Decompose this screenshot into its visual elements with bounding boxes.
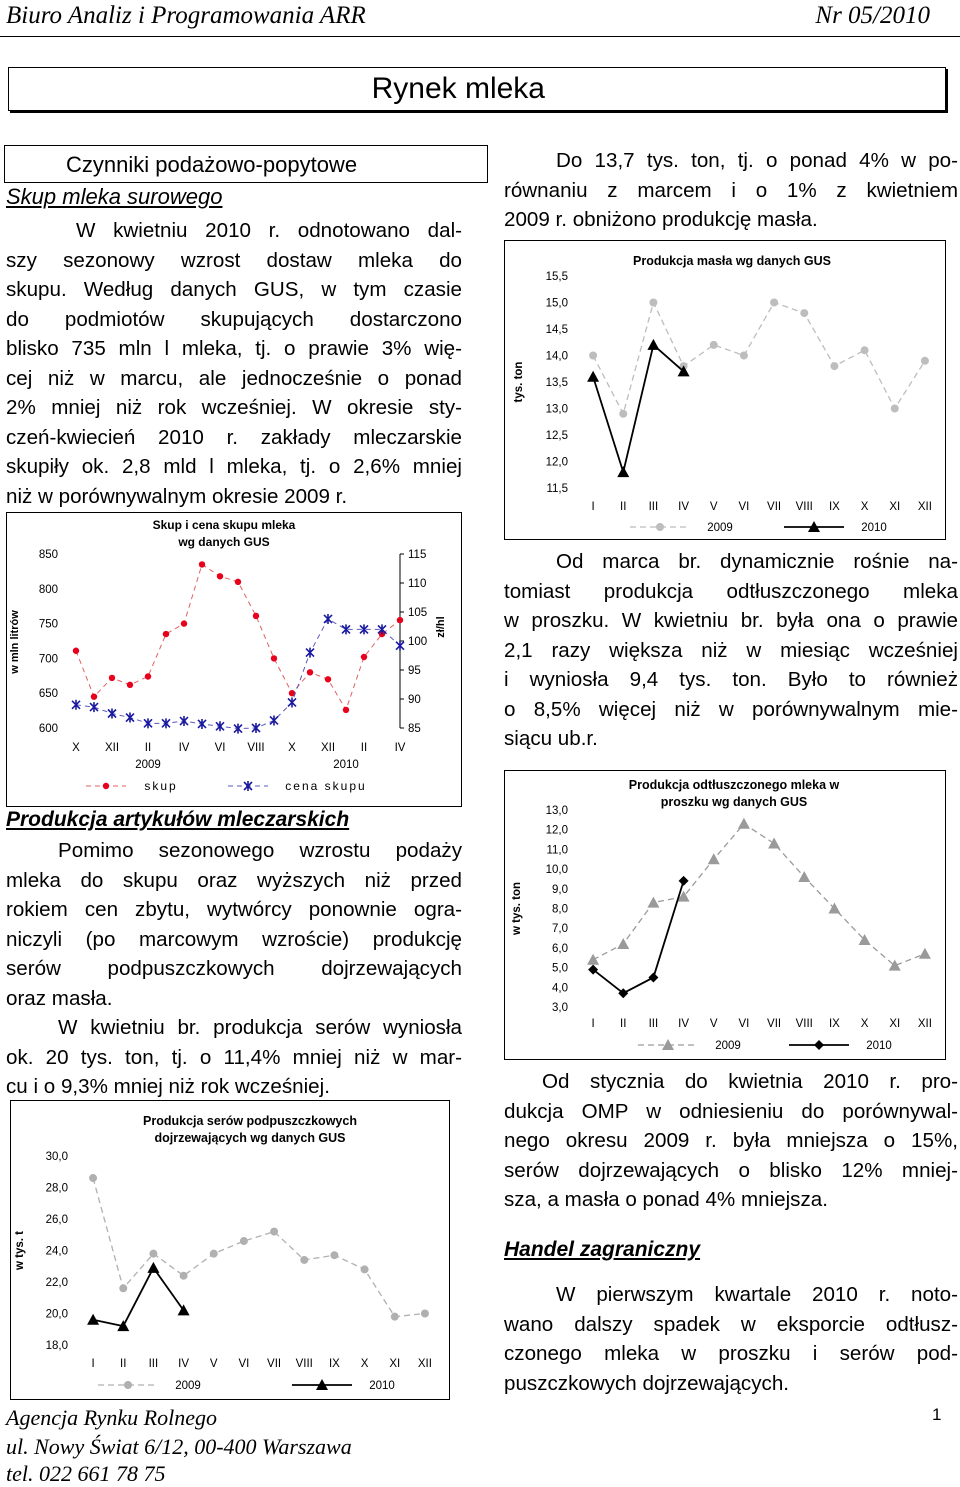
year-label: 2009 bbox=[135, 759, 161, 771]
series-2009-point bbox=[119, 1284, 127, 1292]
series-skup-point bbox=[361, 654, 367, 660]
x-tick-label: IV bbox=[678, 501, 690, 513]
y-tick-label: 850 bbox=[38, 549, 58, 561]
y-tick-label: 9,0 bbox=[552, 883, 568, 896]
text-line: mleka do skupu oraz wyższych niż przed bbox=[6, 868, 462, 892]
chart-title: Produkcja odtłuszczonego mleka w bbox=[628, 778, 840, 792]
x-tick-label: IV bbox=[678, 1018, 690, 1030]
text-line: szy sezonowy wzrost dostaw mleka do bbox=[6, 248, 462, 272]
text-line: 2,1 razy większa niż w miesiąc wcześniej bbox=[504, 638, 958, 662]
series-2009-point bbox=[240, 1237, 248, 1245]
y-tick-label: 13,0 bbox=[545, 805, 568, 817]
right-paragraph-2 bbox=[504, 547, 958, 754]
text-line: o 8,5% więcej niż w porównywalnym mie- bbox=[504, 697, 958, 721]
left-paragraph-2 bbox=[6, 836, 462, 1013]
x-tick-label: II bbox=[620, 501, 627, 513]
y2-tick-label: 115 bbox=[408, 549, 427, 561]
x-tick-label: IX bbox=[828, 501, 840, 513]
series-2009-point bbox=[710, 341, 718, 349]
x-tick-label: X bbox=[288, 742, 296, 754]
y-tick-label: 10,0 bbox=[545, 864, 568, 877]
text-line: Od marca br. dynamicznie rośnie na- bbox=[556, 550, 958, 573]
legend-2009-marker bbox=[124, 1381, 132, 1389]
y-axis-label: w tys. t bbox=[14, 1231, 26, 1270]
x-tick-label: VIII bbox=[795, 501, 813, 513]
x-tick-label: IV bbox=[394, 742, 406, 754]
y-tick-label: 12,0 bbox=[545, 824, 568, 837]
y2-tick-label: 95 bbox=[408, 665, 421, 677]
legend-2010-label: 2010 bbox=[369, 1380, 395, 1392]
x-tick-label: II bbox=[120, 1358, 127, 1370]
y-axis-label: tys. ton bbox=[513, 361, 525, 403]
y-tick-label: 26,0 bbox=[45, 1214, 68, 1226]
x-tick-label: XII bbox=[917, 501, 932, 513]
chart-title: dojrzewających wg danych GUS bbox=[154, 1131, 346, 1145]
y-tick-label: 700 bbox=[38, 653, 58, 666]
text-line: niż w porównywalnym okresie 2009 r. bbox=[6, 484, 348, 508]
legend-2009-marker bbox=[656, 523, 664, 531]
series-2009-point bbox=[270, 1228, 278, 1236]
page-title: Rynek mleka bbox=[371, 72, 545, 105]
y-tick-label: 5,0 bbox=[552, 962, 568, 975]
series-2009-point bbox=[619, 410, 627, 418]
x-tick-label: XII bbox=[320, 742, 336, 754]
y-axis-label: w tys. ton bbox=[511, 881, 523, 936]
series-2009-point bbox=[589, 352, 597, 360]
x-tick-label: I bbox=[91, 1358, 95, 1370]
series-2009-point bbox=[180, 1272, 188, 1280]
series-2009-point bbox=[330, 1251, 338, 1259]
series-2009-point bbox=[770, 299, 778, 307]
y-tick-label: 18,0 bbox=[45, 1340, 68, 1352]
y-tick-label: 15,5 bbox=[545, 271, 568, 283]
text-line: Od stycznia do kwietnia 2010 r. pro- bbox=[542, 1070, 958, 1093]
text-line: skupiły ok. 2,8 mld l mleka, tj. o 2,6% mniej bbox=[6, 455, 462, 478]
x-tick-label: XII bbox=[417, 1358, 432, 1370]
series-2009-point bbox=[861, 346, 869, 354]
series-2009-point bbox=[891, 405, 899, 413]
chart-frame bbox=[11, 1101, 450, 1400]
chart-maslo bbox=[504, 240, 946, 545]
x-tick-label: XI bbox=[889, 1018, 901, 1030]
text-line: W pierwszym kwartale 2010 r. noto- bbox=[556, 1283, 958, 1306]
right-paragraph-1 bbox=[504, 146, 958, 235]
series-2009-point bbox=[421, 1310, 429, 1318]
chart-maslo-svg bbox=[504, 240, 946, 540]
chart-frame bbox=[505, 241, 946, 540]
legend-2010-label: 2010 bbox=[866, 1040, 892, 1052]
footer-phone: tel. 022 661 78 75 bbox=[6, 1461, 166, 1486]
chart-title: wg danych GUS bbox=[178, 535, 270, 549]
text-line: blisko 735 mln l mleka, tj. o prawie 3% wię- bbox=[6, 337, 462, 360]
series-2009-point bbox=[210, 1250, 218, 1258]
x-tick-label: II bbox=[144, 742, 152, 754]
x-tick-label: III bbox=[648, 1018, 659, 1030]
x-tick-label: II bbox=[620, 1018, 627, 1030]
text-line: równaniu z marcem i o 1% z kwietniem bbox=[504, 178, 958, 202]
text-line: rokiem cen zbytu, wytwórcy ponownie ogra- bbox=[6, 898, 462, 921]
y-tick-label: 11,0 bbox=[546, 844, 568, 857]
x-tick-label: VII bbox=[767, 501, 782, 513]
text-line: cu i o 9,3% mniej niż rok wcześniej. bbox=[6, 1075, 330, 1098]
text-line: sza, a masła o ponad 4% mniejsza. bbox=[504, 1188, 828, 1211]
chart-sery-svg bbox=[10, 1100, 450, 1400]
text-line: i wyniosła 9,4 tys. ton. Było to również bbox=[504, 668, 958, 691]
series-2009-point bbox=[921, 357, 929, 365]
text-line: serów dojrzewających o blisko 12% mniej- bbox=[504, 1158, 958, 1182]
chart-title: Skup i cena skupu mleka bbox=[152, 518, 296, 532]
text-line: czeń-kwiecień 2010 r. zakłady mleczarskie bbox=[6, 425, 462, 449]
series-2009-point bbox=[300, 1256, 308, 1264]
series-2009-point bbox=[649, 299, 657, 307]
x-tick-label: XI bbox=[389, 1358, 401, 1370]
header-right: Nr 05/2010 bbox=[815, 2, 930, 29]
x-tick-label: IX bbox=[328, 1358, 340, 1370]
x-tick-label: VIII bbox=[247, 742, 265, 754]
x-tick-label: VI bbox=[738, 1018, 750, 1030]
x-tick-label: V bbox=[709, 501, 718, 513]
x-tick-label: VI bbox=[738, 501, 750, 513]
text-line: puszczkowych dojrzewających. bbox=[504, 1371, 789, 1395]
y-tick-label: 11,5 bbox=[546, 483, 568, 495]
y-tick-label: 13,0 bbox=[545, 403, 568, 416]
series-skup-point bbox=[253, 613, 259, 619]
right-paragraph-3 bbox=[504, 1067, 958, 1215]
x-tick-label: XII bbox=[917, 1018, 932, 1030]
x-tick-label: VIII bbox=[295, 1358, 313, 1370]
y-tick-label: 22,0 bbox=[45, 1277, 68, 1289]
y-tick-label: 12,0 bbox=[545, 456, 568, 469]
text-line: oraz masła. bbox=[6, 986, 113, 1010]
text-line: cej niż w marcu, ale jednocześnie o ponad bbox=[6, 366, 462, 390]
x-tick-label: XI bbox=[889, 501, 901, 513]
x-tick-label: IX bbox=[828, 1018, 840, 1030]
text-line: siącu ub.r. bbox=[504, 727, 598, 750]
y-tick-label: 650 bbox=[38, 688, 58, 701]
series-skup-point bbox=[163, 631, 169, 637]
x-tick-label: III bbox=[648, 501, 659, 513]
text-line: skupu. Według danych GUS, w tym czasie bbox=[6, 278, 462, 301]
series-skup-point bbox=[145, 673, 151, 679]
series-skup-point bbox=[109, 675, 115, 681]
text-line: niczyli (po marcowym wzroście) produkcję bbox=[6, 927, 462, 951]
x-tick-label: VI bbox=[214, 742, 226, 754]
y2-tick-label: 105 bbox=[408, 607, 428, 619]
x-tick-label: VII bbox=[767, 1018, 782, 1030]
chart-frame bbox=[7, 513, 462, 807]
x-tick-label: V bbox=[709, 1018, 718, 1030]
legend-2009-label: 2009 bbox=[707, 522, 733, 534]
y2-tick-label: 100 bbox=[408, 636, 428, 648]
chart-title: Produkcja masła wg danych GUS bbox=[633, 254, 831, 268]
left-paragraph-3 bbox=[6, 1013, 462, 1102]
series-2009-point bbox=[830, 362, 838, 370]
text-line: W kwietniu 2010 r. odnotowano dal- bbox=[76, 219, 462, 242]
legend-skup-label: skup bbox=[144, 779, 178, 793]
y-tick-label: 14,0 bbox=[545, 350, 568, 363]
y-tick-label: 4,0 bbox=[552, 982, 568, 995]
chart-omp-svg bbox=[504, 770, 946, 1060]
x-tick-label: X bbox=[860, 1018, 869, 1030]
y-tick-label: 28,0 bbox=[45, 1182, 68, 1195]
legend-skup-marker bbox=[103, 783, 109, 789]
year-label: 2010 bbox=[333, 759, 359, 771]
y-tick-label: 13,5 bbox=[545, 377, 568, 389]
page-number: 1 bbox=[932, 1405, 942, 1424]
text-line: w proszku. W kwietniu br. była ona o prawie bbox=[504, 609, 958, 632]
text-line: wano dalszy spadek w eksporcie odtłusz- bbox=[504, 1312, 958, 1336]
x-tick-label: XII bbox=[104, 742, 120, 754]
x-tick-label: X bbox=[860, 501, 869, 513]
text-line: Do 13,7 tys. ton, tj. o ponad 4% w po- bbox=[556, 149, 958, 172]
text-line: dukcja OMP w odniesieniu do porównywal- bbox=[504, 1099, 958, 1123]
series-2009-point bbox=[89, 1174, 97, 1182]
subsection-heading: Skup mleka surowego bbox=[6, 184, 223, 209]
text-line: W kwietniu br. produkcja serów wyniosła bbox=[58, 1016, 462, 1039]
x-tick-label: IV bbox=[178, 1358, 190, 1370]
series-2009-point bbox=[361, 1265, 369, 1273]
text-line: tomiast produkcja odtłuszczonego mleka bbox=[504, 579, 958, 603]
y-tick-label: 750 bbox=[38, 618, 58, 631]
x-tick-label: IV bbox=[178, 742, 190, 754]
y-tick-label: 6,0 bbox=[552, 942, 568, 955]
series-skup-point bbox=[199, 561, 205, 567]
y-tick-label: 800 bbox=[38, 583, 58, 596]
series-skup-point bbox=[127, 682, 133, 688]
series-skup-point bbox=[343, 707, 349, 713]
series-skup-point bbox=[397, 617, 403, 623]
heading-trade: Handel zagraniczny bbox=[504, 1238, 701, 1261]
x-tick-label: II bbox=[360, 742, 368, 754]
series-skup-point bbox=[217, 573, 223, 579]
page-header bbox=[0, 0, 960, 37]
series-2009-point bbox=[149, 1250, 157, 1258]
text-line: do podmiotów skupujących dostarczono bbox=[6, 307, 462, 331]
y2-axis-label: zł/hl bbox=[435, 616, 447, 638]
series-2009-point bbox=[391, 1313, 399, 1321]
text-line: 2009 r. obniżono produkcję masła. bbox=[504, 208, 818, 231]
y2-tick-label: 110 bbox=[408, 578, 427, 590]
y-tick-label: 24,0 bbox=[45, 1245, 68, 1258]
y-tick-label: 15,0 bbox=[545, 297, 568, 310]
title-box bbox=[8, 67, 946, 111]
y-tick-label: 14,5 bbox=[545, 324, 568, 336]
series-2009-point bbox=[740, 352, 748, 360]
footer-agency: Agencja Rynku Rolnego bbox=[6, 1405, 217, 1430]
x-tick-label: X bbox=[360, 1358, 369, 1370]
chart-skup bbox=[6, 512, 462, 812]
x-tick-label: VI bbox=[238, 1358, 250, 1370]
series-skup-point bbox=[271, 655, 277, 661]
x-tick-label: VIII bbox=[795, 1018, 813, 1030]
x-tick-label: X bbox=[72, 742, 80, 754]
x-tick-label: I bbox=[591, 1018, 595, 1030]
y-tick-label: 600 bbox=[38, 723, 58, 735]
section-heading: Czynniki podażowo-popytowe bbox=[66, 152, 358, 177]
series-skup-point bbox=[307, 669, 313, 675]
footer-address: ul. Nowy Świat 6/12, 00-400 Warszawa bbox=[6, 1434, 352, 1459]
heading-production: Produkcja artykułów mleczarskich bbox=[6, 808, 350, 831]
left-paragraph-1 bbox=[6, 216, 462, 511]
text-line: czonego mleka w proszku i serów pod- bbox=[504, 1342, 958, 1365]
series-skup-point bbox=[235, 579, 241, 585]
legend-2010-label: 2010 bbox=[861, 522, 887, 534]
text-line: 2% mniej niż rok wcześniej. W okresie sty- bbox=[6, 396, 462, 419]
y-tick-label: 3,0 bbox=[552, 1002, 568, 1014]
legend-cena-label: cena skupu bbox=[285, 779, 367, 793]
x-tick-label: I bbox=[591, 501, 595, 513]
chart-skup-svg bbox=[6, 512, 462, 807]
series-skup-point bbox=[73, 648, 79, 654]
series-skup-point bbox=[91, 693, 97, 699]
y-tick-label: 30,0 bbox=[45, 1151, 68, 1163]
x-tick-label: III bbox=[148, 1358, 159, 1370]
y-tick-label: 12,5 bbox=[545, 430, 568, 442]
chart-frame bbox=[505, 771, 946, 1060]
x-tick-label: VII bbox=[267, 1358, 282, 1370]
y-tick-label: 20,0 bbox=[45, 1308, 68, 1321]
header-left: Biuro Analiz i Programowania ARR bbox=[6, 2, 366, 29]
chart-omp bbox=[504, 770, 946, 1065]
y-tick-label: 8,0 bbox=[552, 903, 568, 916]
series-skup-point bbox=[325, 676, 331, 682]
y-axis-label: w mln litrów bbox=[9, 610, 21, 674]
chart-title: Produkcja serów podpuszczkowych bbox=[143, 1114, 357, 1128]
legend-2009-label: 2009 bbox=[715, 1040, 741, 1052]
x-tick-label: V bbox=[209, 1358, 218, 1370]
right-paragraph-4 bbox=[504, 1280, 958, 1398]
chart-title: proszku wg danych GUS bbox=[660, 795, 808, 809]
text-line: nego okresu 2009 r. była mniejsza o 15%, bbox=[504, 1129, 958, 1152]
legend-2009-label: 2009 bbox=[175, 1380, 201, 1392]
text-line: ok. 20 tys. ton, tj. o 11,4% mniej niż w mar- bbox=[6, 1045, 462, 1069]
chart-sery bbox=[10, 1100, 450, 1405]
text-line: serów podpuszczkowych dojrzewających bbox=[6, 957, 462, 980]
series-skup-point bbox=[181, 620, 187, 626]
series-2009-point bbox=[800, 309, 808, 317]
text-line: Pomimo sezonowego wzrostu podaży bbox=[58, 839, 462, 862]
y2-tick-label: 90 bbox=[408, 694, 421, 706]
y2-tick-label: 85 bbox=[408, 723, 421, 735]
y-tick-label: 7,0 bbox=[552, 923, 568, 936]
